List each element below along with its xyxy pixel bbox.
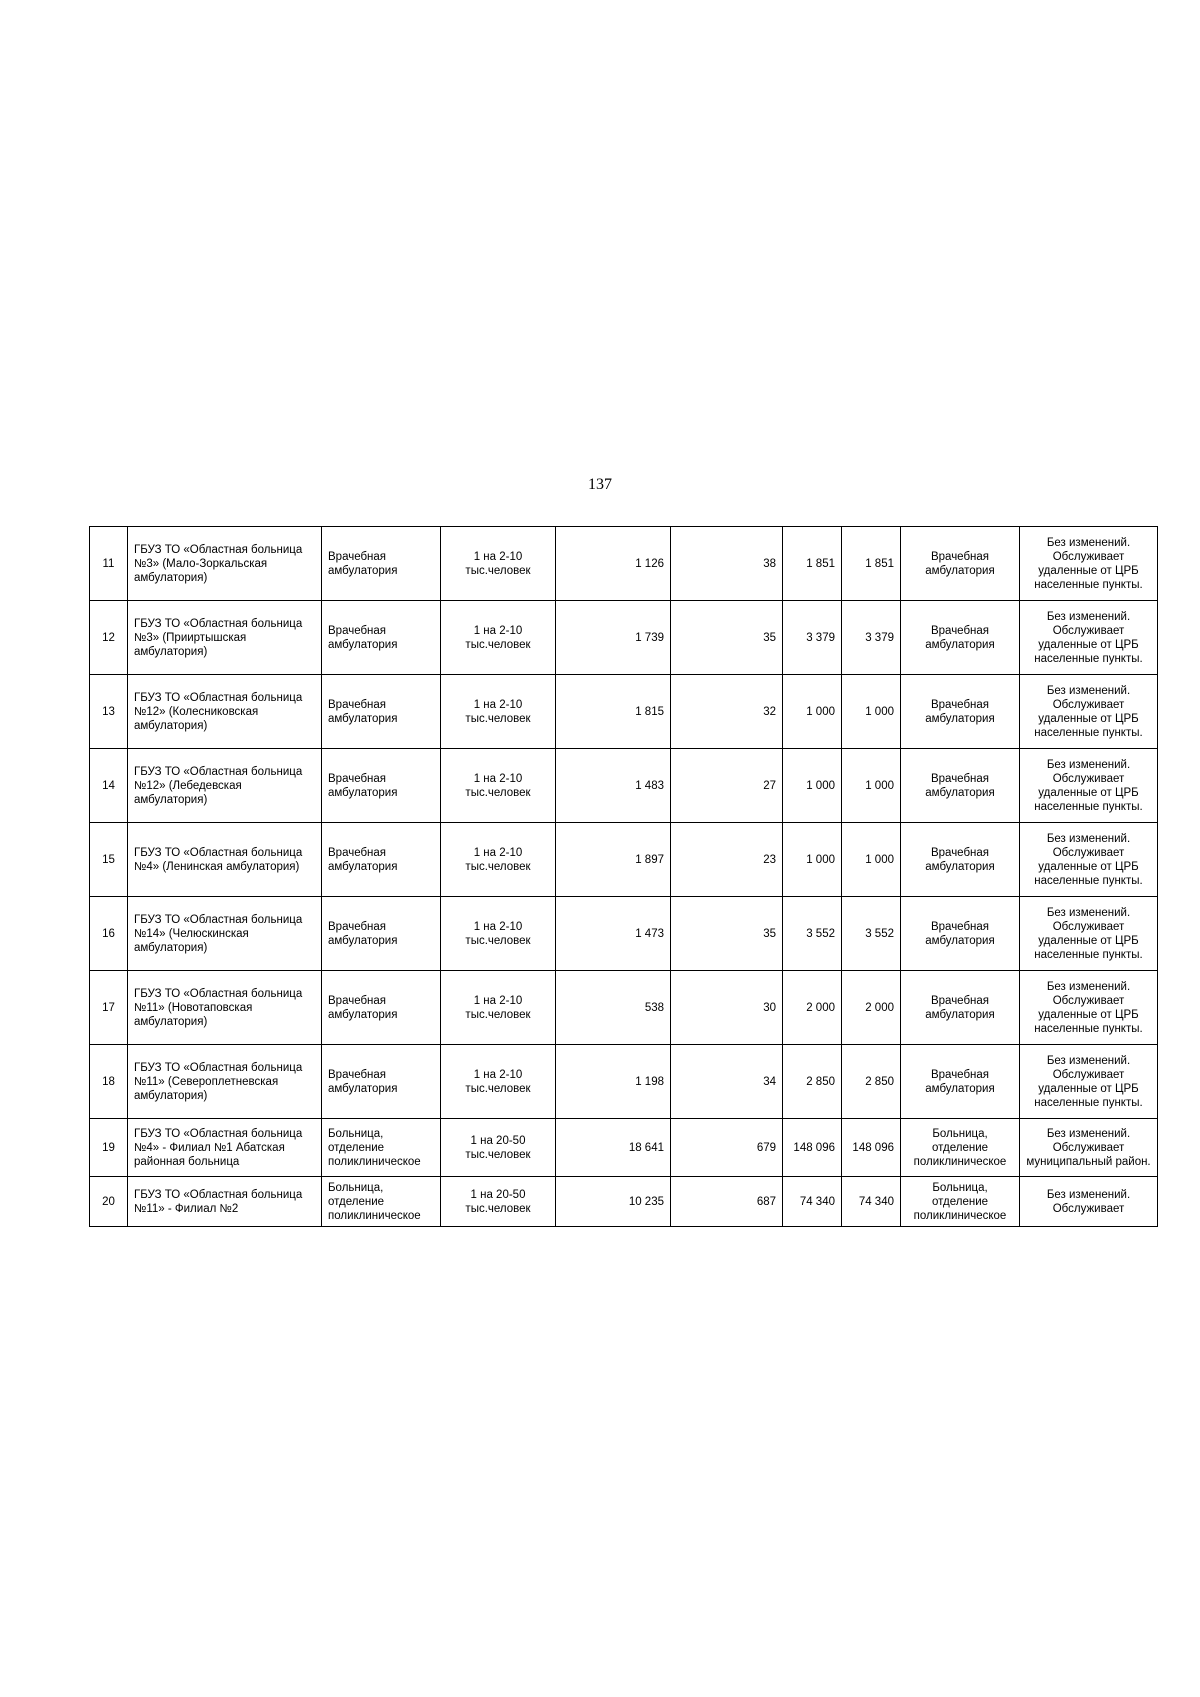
value-b: 1 000 [842, 675, 901, 749]
norm: 1 на 2-10 тыс.человек [441, 897, 556, 971]
row-number: 17 [90, 971, 128, 1045]
row-number: 18 [90, 1045, 128, 1119]
value-b: 1 851 [842, 527, 901, 601]
facility-type: Врачебная амбулатория [322, 601, 441, 675]
table-row [90, 897, 1158, 971]
facility-type: Врачебная амбулатория [322, 527, 441, 601]
note: Без изменений. Обслуживает удаленные от ЦРБ населенные пункты. [1020, 527, 1158, 601]
row-number: 20 [90, 1177, 128, 1227]
table-row [90, 527, 1158, 601]
norm: 1 на 2-10 тыс.человек [441, 971, 556, 1045]
facility-type: Врачебная амбулатория [322, 897, 441, 971]
facility-name: ГБУЗ ТО «Областная больница №11» (Североплетневская амбулатория) [128, 1045, 322, 1119]
norm: 1 на 2-10 тыс.человек [441, 749, 556, 823]
facility-name: ГБУЗ ТО «Областная больница №11» - Филиал №2 [128, 1177, 322, 1227]
facility-name: ГБУЗ ТО «Областная больница №4» (Ленинская амбулатория) [128, 823, 322, 897]
facility-name: ГБУЗ ТО «Областная больница №11» (Новотаповская амбулатория) [128, 971, 322, 1045]
distance: 27 [671, 749, 783, 823]
facility-name: ГБУЗ ТО «Областная больница №12» (Лебедевская амбулатория) [128, 749, 322, 823]
note: Без изменений. Обслуживает удаленные от ЦРБ населенные пункты. [1020, 675, 1158, 749]
norm: 1 на 2-10 тыс.человек [441, 1045, 556, 1119]
table-body [90, 527, 1158, 1227]
note: Без изменений. Обслуживает удаленные от ЦРБ населенные пункты. [1020, 971, 1158, 1045]
note: Без изменений. Обслуживает удаленные от ЦРБ населенные пункты. [1020, 897, 1158, 971]
facility-type: Врачебная амбулатория [322, 1045, 441, 1119]
table-row [90, 1045, 1158, 1119]
population: 18 641 [556, 1119, 671, 1177]
row-number: 16 [90, 897, 128, 971]
distance: 23 [671, 823, 783, 897]
distance: 35 [671, 601, 783, 675]
distance: 35 [671, 897, 783, 971]
facility-type-new: Врачебная амбулатория [901, 971, 1020, 1045]
value-b: 1 000 [842, 749, 901, 823]
distance: 32 [671, 675, 783, 749]
value-b: 1 000 [842, 823, 901, 897]
note: Без изменений. Обслуживает [1020, 1177, 1158, 1227]
population: 1 473 [556, 897, 671, 971]
facility-type-new: Врачебная амбулатория [901, 823, 1020, 897]
table-row [90, 749, 1158, 823]
facility-name: ГБУЗ ТО «Областная больница №3» (Мало-Зоркальская амбулатория) [128, 527, 322, 601]
value-b: 3 552 [842, 897, 901, 971]
population: 1 198 [556, 1045, 671, 1119]
population: 1 815 [556, 675, 671, 749]
norm: 1 на 2-10 тыс.человек [441, 601, 556, 675]
value-a: 1 000 [783, 749, 842, 823]
value-a: 2 850 [783, 1045, 842, 1119]
value-a: 1 000 [783, 823, 842, 897]
norm: 1 на 20-50 тыс.человек [441, 1119, 556, 1177]
facilities-table [89, 526, 1158, 1227]
facility-type: Врачебная амбулатория [322, 749, 441, 823]
note: Без изменений. Обслуживает удаленные от ЦРБ населенные пункты. [1020, 601, 1158, 675]
value-b: 3 379 [842, 601, 901, 675]
value-a: 74 340 [783, 1177, 842, 1227]
facility-type-new: Врачебная амбулатория [901, 1045, 1020, 1119]
value-b: 74 340 [842, 1177, 901, 1227]
table-row [90, 1177, 1158, 1227]
table-row [90, 1119, 1158, 1177]
note: Без изменений. Обслуживает удаленные от ЦРБ населенные пункты. [1020, 1045, 1158, 1119]
distance: 30 [671, 971, 783, 1045]
page-number: 137 [588, 476, 612, 493]
population: 538 [556, 971, 671, 1045]
row-number: 14 [90, 749, 128, 823]
value-a: 1 000 [783, 675, 842, 749]
value-b: 2 000 [842, 971, 901, 1045]
note: Без изменений. Обслуживает удаленные от ЦРБ населенные пункты. [1020, 749, 1158, 823]
distance: 687 [671, 1177, 783, 1227]
population: 1 897 [556, 823, 671, 897]
population: 1 739 [556, 601, 671, 675]
value-a: 3 379 [783, 601, 842, 675]
facility-type-new: Врачебная амбулатория [901, 675, 1020, 749]
distance: 679 [671, 1119, 783, 1177]
row-number: 11 [90, 527, 128, 601]
facility-name: ГБУЗ ТО «Областная больница №14» (Челюскинская амбулатория) [128, 897, 322, 971]
facility-type: Врачебная амбулатория [322, 823, 441, 897]
facility-type: Врачебная амбулатория [322, 971, 441, 1045]
facility-type-new: Врачебная амбулатория [901, 749, 1020, 823]
note: Без изменений. Обслуживает удаленные от ЦРБ населенные пункты. [1020, 823, 1158, 897]
facility-type: Больница, отделение поликлиническое [322, 1119, 441, 1177]
norm: 1 на 20-50 тыс.человек [441, 1177, 556, 1227]
norm: 1 на 2-10 тыс.человек [441, 675, 556, 749]
value-a: 148 096 [783, 1119, 842, 1177]
value-a: 3 552 [783, 897, 842, 971]
row-number: 15 [90, 823, 128, 897]
population: 1 483 [556, 749, 671, 823]
facility-name: ГБУЗ ТО «Областная больница №4» - Филиал №1 Абатская районная больница [128, 1119, 322, 1177]
value-b: 148 096 [842, 1119, 901, 1177]
facility-name: ГБУЗ ТО «Областная больница №3» (Прииртышская амбулатория) [128, 601, 322, 675]
facility-type-new: Врачебная амбулатория [901, 527, 1020, 601]
row-number: 19 [90, 1119, 128, 1177]
row-number: 13 [90, 675, 128, 749]
value-a: 2 000 [783, 971, 842, 1045]
facility-name: ГБУЗ ТО «Областная больница №12» (Колесниковская амбулатория) [128, 675, 322, 749]
facility-type-new: Больница, отделение поликлиническое [901, 1177, 1020, 1227]
population: 10 235 [556, 1177, 671, 1227]
facility-type-new: Больница, отделение поликлиническое [901, 1119, 1020, 1177]
table-row [90, 601, 1158, 675]
population: 1 126 [556, 527, 671, 601]
table-row [90, 971, 1158, 1045]
row-number: 12 [90, 601, 128, 675]
note: Без изменений. Обслуживает муниципальный район. [1020, 1119, 1158, 1177]
distance: 34 [671, 1045, 783, 1119]
norm: 1 на 2-10 тыс.человек [441, 823, 556, 897]
facility-type-new: Врачебная амбулатория [901, 897, 1020, 971]
distance: 38 [671, 527, 783, 601]
table-row [90, 675, 1158, 749]
value-b: 2 850 [842, 1045, 901, 1119]
facility-type: Больница, отделение поликлиническое [322, 1177, 441, 1227]
value-a: 1 851 [783, 527, 842, 601]
norm: 1 на 2-10 тыс.человек [441, 527, 556, 601]
table-row [90, 823, 1158, 897]
facility-type: Врачебная амбулатория [322, 675, 441, 749]
facility-type-new: Врачебная амбулатория [901, 601, 1020, 675]
